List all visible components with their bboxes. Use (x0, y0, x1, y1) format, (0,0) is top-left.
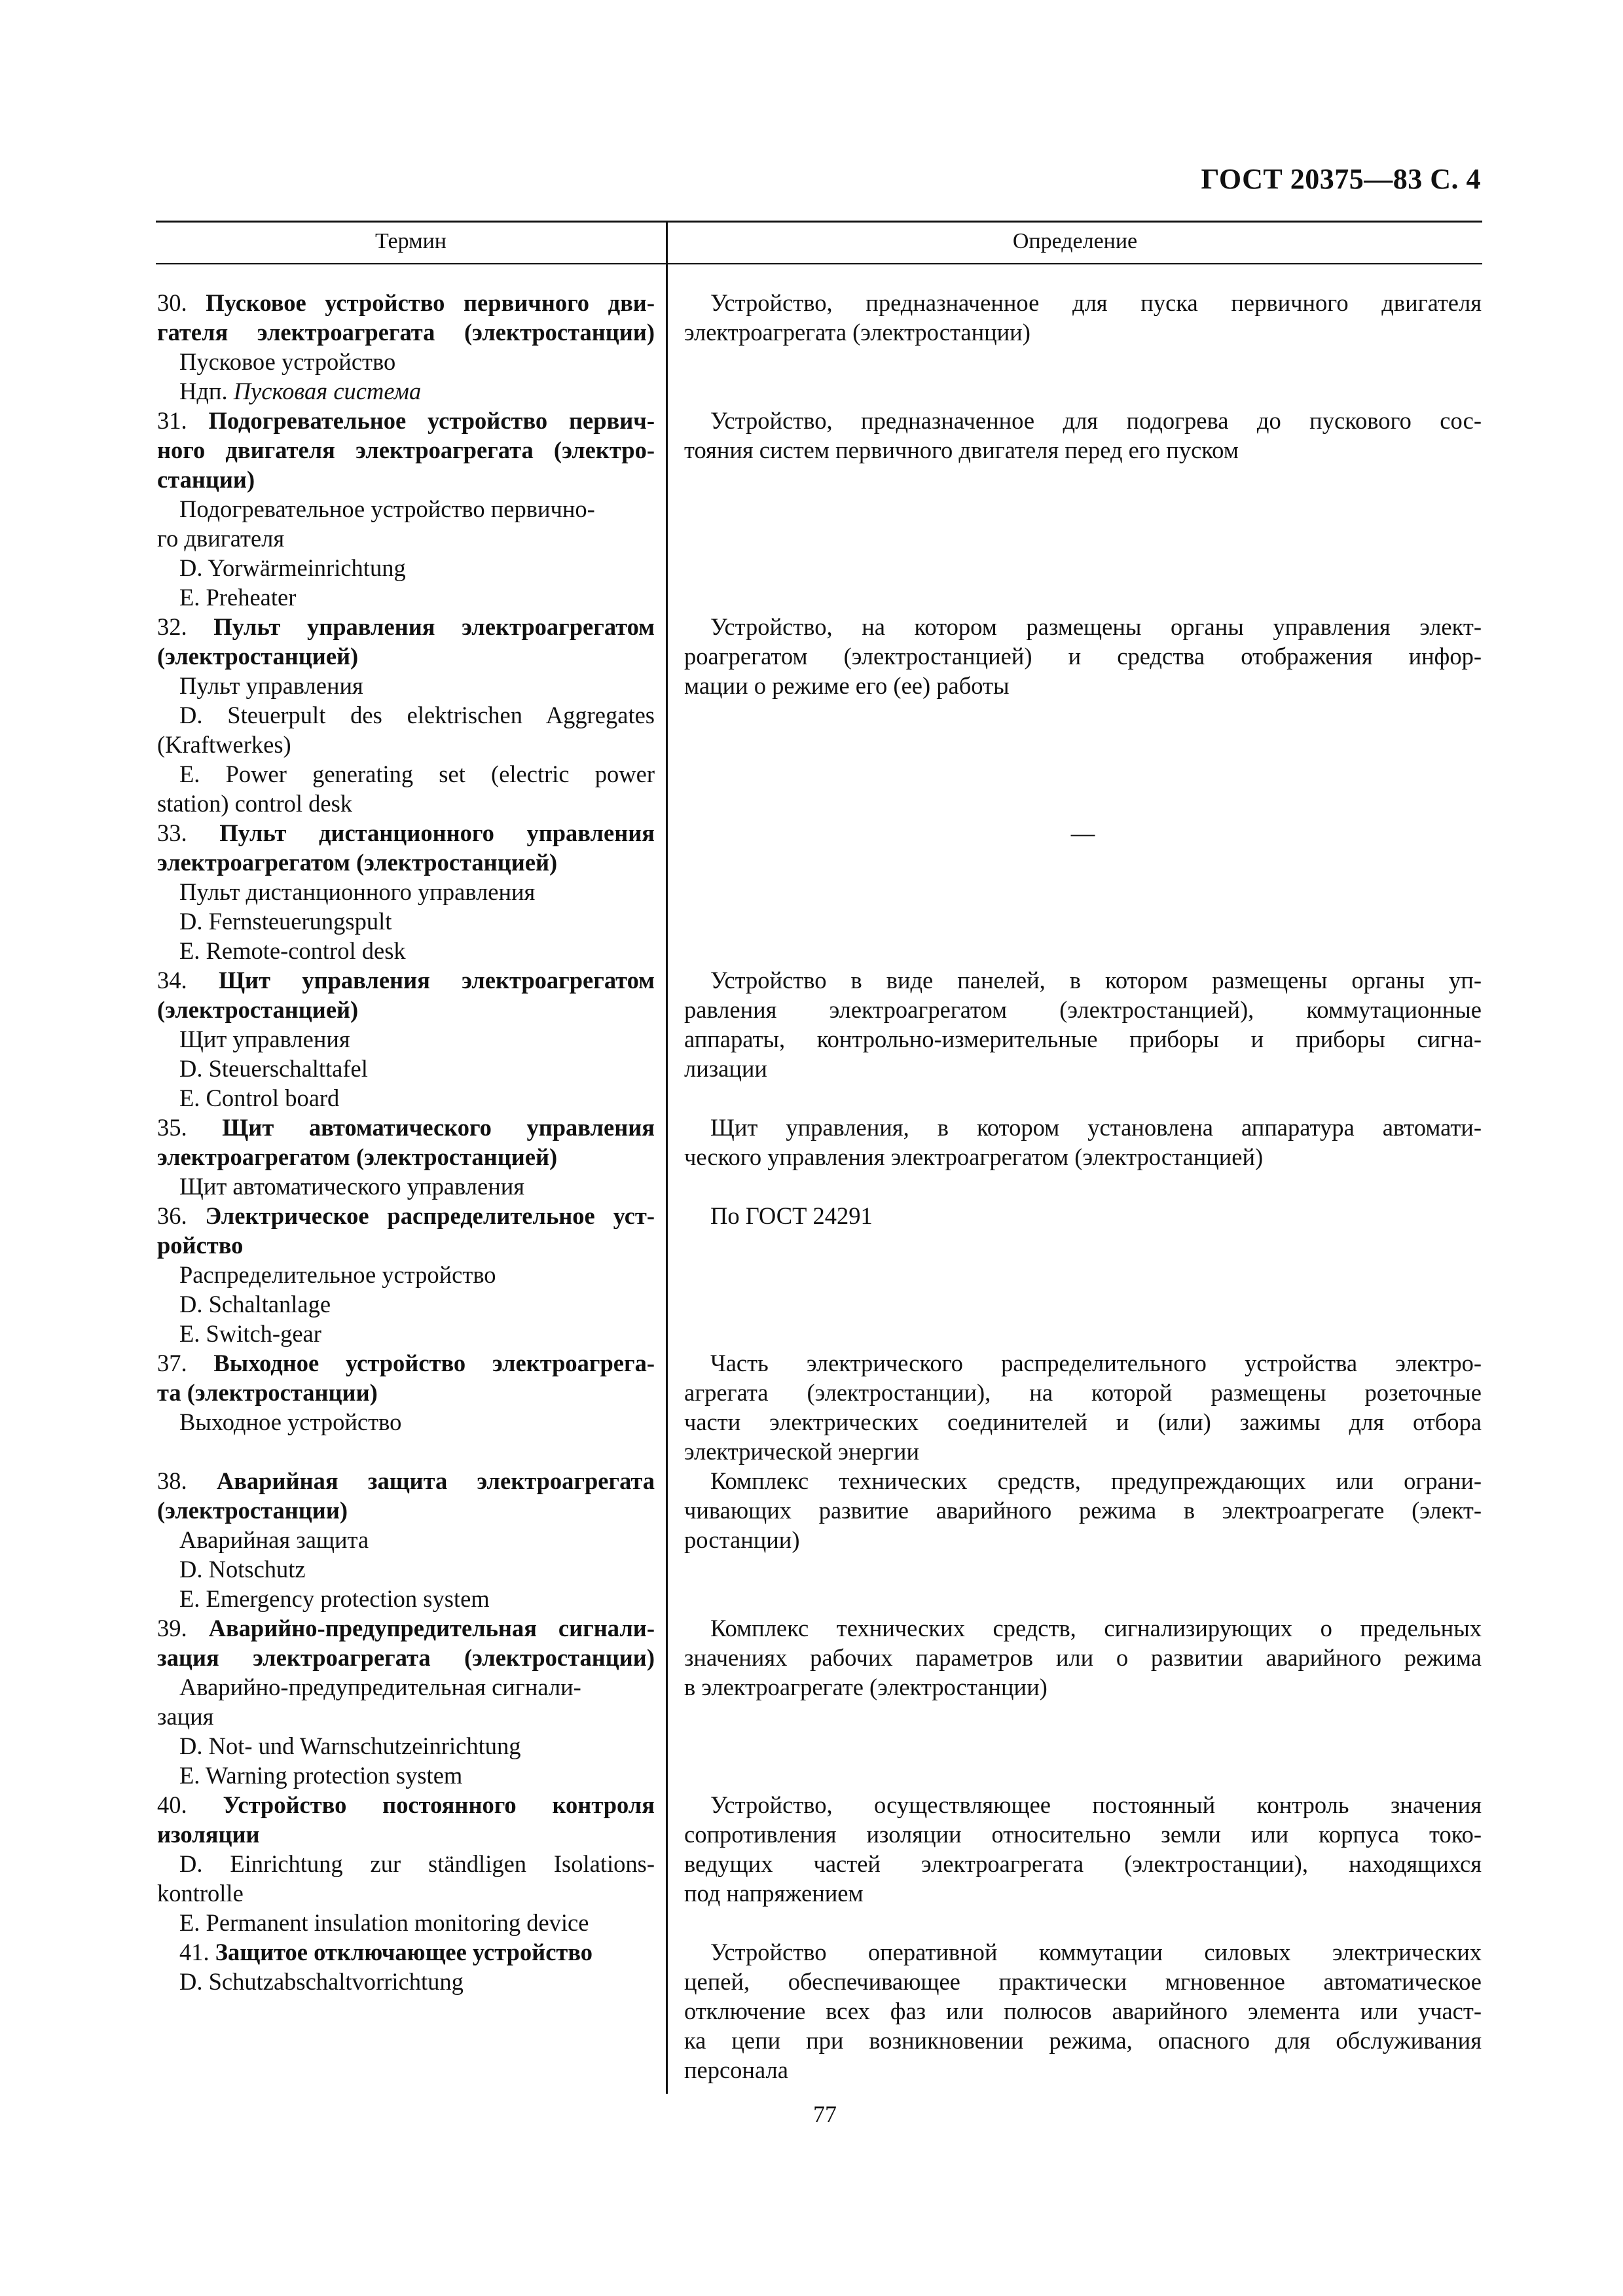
term-bold-text: зация электроагрегата (электростанции) (157, 1644, 655, 1671)
term-line (157, 1937, 655, 1967)
column-divider (666, 221, 668, 2094)
term-line (157, 1731, 655, 1761)
term-bold-text: Защитое отключающее устройство (215, 1939, 593, 1965)
term-entry (157, 1937, 655, 1996)
definition-entry (684, 1466, 1482, 1554)
column-header-term: Термин (375, 229, 447, 253)
term-bold-text: станции) (157, 466, 255, 493)
term-text: E. Emergency protection system (179, 1585, 490, 1612)
definition-entry (684, 818, 1482, 848)
term-line (157, 553, 655, 583)
term-text: D. Notschutz (179, 1556, 306, 1583)
term-line (157, 671, 655, 700)
term-text: Щит управления (179, 1026, 350, 1052)
term-text: station) control desk (157, 790, 353, 817)
definition-line: равления электроагрегатом (электростанцией), коммутационные (684, 996, 1482, 1023)
definition-entry (684, 1790, 1482, 1908)
term-bold-text: электроагрегатом (электростанцией) (157, 849, 558, 876)
term-bold-text: Аварийно-предупредительная сигнали- (208, 1615, 655, 1641)
definition-line: Устройство, на котором размещены органы управления элект- (710, 613, 1482, 640)
term-bold-text: изоляции (157, 1821, 260, 1848)
term-entry (157, 1113, 655, 1201)
term-bold-text: гателя электроагрегата (электростанции) (157, 319, 655, 346)
term-line (157, 465, 655, 494)
definition-entry (684, 288, 1482, 347)
term-line (157, 1790, 655, 1820)
term-line (157, 1554, 655, 1584)
term-line (157, 730, 655, 759)
definition-line: Устройство оперативной коммутации силовых электрических (710, 1939, 1482, 1965)
term-line (157, 1083, 655, 1113)
definition-line: По ГОСТ 24291 (710, 1202, 873, 1229)
term-line (157, 612, 655, 641)
term-text: E. Control board (179, 1085, 340, 1111)
term-entry (157, 818, 655, 965)
term-bold-text: ройство (157, 1232, 244, 1259)
definition-entry (684, 965, 1482, 1083)
term-line (157, 1378, 655, 1407)
term-bold-text: Щит управления электроагрегатом (218, 967, 655, 994)
definition-line: тояния систем первичного двигателя перед его пуском (684, 437, 1239, 463)
term-italic-text: Пусковая система (233, 378, 422, 404)
term-text: 31. (157, 407, 209, 434)
definition-line: электрической энергии (684, 1438, 919, 1465)
term-text: Пульт дистанционного управления (179, 878, 536, 905)
definition-line: аппараты, контрольно-измерительные приборы и приборы сигна- (684, 1026, 1482, 1052)
definition-line: Устройство, предназначенное для подогрева до пускового сос- (710, 407, 1482, 434)
term-bold-text: Выходное устройство электроагрега- (213, 1350, 655, 1376)
term-text: Щит автоматического управления (179, 1173, 525, 1200)
term-text: D. Yorwärmeinrichtung (179, 554, 406, 581)
term-bold-text: Щит автоматического управления (222, 1114, 655, 1141)
definition-line: электроагрегата (электростанции) (684, 319, 1030, 346)
term-text: 33. (157, 819, 220, 846)
term-text: D. Not- und Warnschutzeinrichtung (179, 1732, 521, 1759)
definition-line: части электрических соединителей и (или) зажимы для отбора (684, 1408, 1482, 1435)
term-line (157, 759, 655, 789)
term-entry (157, 965, 655, 1113)
definition-line: роагрегатом (электростанцией) и средства отображения инфор- (684, 643, 1482, 670)
term-line (157, 1702, 655, 1731)
term-line (157, 1054, 655, 1083)
definition-line: мации о режиме его (ее) работы (684, 672, 1010, 699)
term-line (157, 347, 655, 376)
term-entry (157, 1466, 655, 1613)
term-text: Подогревательное устройство первично- (179, 495, 595, 522)
term-line (157, 848, 655, 877)
term-line (157, 1348, 655, 1378)
term-line (157, 1849, 655, 1878)
term-line (157, 641, 655, 671)
term-text: Аварийная защита (179, 1526, 369, 1553)
term-line (157, 1172, 655, 1201)
term-line (157, 1908, 655, 1937)
table-header-rule (156, 263, 1482, 264)
term-line (157, 1230, 655, 1260)
definition-dash: — (1070, 819, 1095, 846)
term-text: 38. (157, 1467, 217, 1494)
term-text: 36. (157, 1202, 206, 1229)
term-line (157, 1584, 655, 1613)
definition-line: ка цепи при возникновении режима, опасного для обслуживания (684, 2027, 1482, 2054)
term-line (157, 1672, 655, 1702)
definition-line: Щит управления, в котором установлена аппаратура автомати- (710, 1114, 1482, 1141)
term-bold-text: Пульт управления электроагрегатом (213, 613, 655, 640)
term-line (157, 700, 655, 730)
definition-line: под напряжением (684, 1880, 864, 1907)
term-text: D. Steuerschalttafel (179, 1055, 368, 1082)
term-bold-text: Электрическое распределительное уст- (205, 1202, 655, 1229)
term-text: kontrolle (157, 1880, 244, 1907)
term-bold-text: Подогревательное устройство первич- (208, 407, 655, 434)
term-line (157, 1967, 655, 1996)
definition-line: чивающих развитие аварийного режима в электроагрегате (элект- (684, 1497, 1482, 1524)
term-line (157, 789, 655, 818)
term-line (157, 877, 655, 906)
term-text: 30. (157, 289, 206, 316)
term-line (157, 494, 655, 524)
term-entry (157, 1348, 655, 1437)
term-line (157, 1260, 655, 1289)
term-bold-text: Пусковое устройство первичного дви- (206, 289, 655, 316)
term-text: 41. (179, 1939, 215, 1965)
term-text: 37. (157, 1350, 214, 1376)
term-bold-text: электроагрегатом (электростанцией) (157, 1143, 558, 1170)
term-text: Пусковое устройство (179, 348, 396, 375)
term-line (157, 583, 655, 612)
definition-entry (684, 612, 1482, 700)
term-bold-text: (электростанции) (157, 1497, 348, 1524)
definition-line: цепей, обеспечивающее практически мгновенное автоматическое (684, 1968, 1482, 1995)
definition-line: в электроагрегате (электростанции) (684, 1674, 1048, 1700)
definition-entry (684, 1937, 1482, 2085)
term-line (157, 1289, 655, 1319)
term-line (157, 1496, 655, 1525)
term-entry (157, 1790, 655, 1937)
page-number: 77 (813, 2101, 837, 2127)
term-line (157, 1113, 655, 1142)
term-text: Распределительное устройство (179, 1261, 496, 1288)
term-line (157, 1201, 655, 1230)
term-line (157, 818, 655, 848)
document-header: ГОСТ 20375—83 С. 4 (1201, 163, 1481, 195)
term-line (157, 1878, 655, 1908)
term-text: (Kraftwerkes) (157, 731, 291, 758)
term-text: 40. (157, 1791, 223, 1818)
term-line (157, 524, 655, 553)
definition-entry (684, 1348, 1482, 1466)
term-line (157, 995, 655, 1024)
term-text: D. Schaltanlage (179, 1291, 331, 1318)
column-header-definition: Определение (1012, 229, 1138, 253)
term-text: Аварийно-предупредительная сигнали- (179, 1674, 581, 1700)
term-line (157, 435, 655, 465)
term-line (157, 965, 655, 995)
term-line (157, 288, 655, 317)
term-line (157, 1466, 655, 1496)
term-text: E. Permanent insulation monitoring device (179, 1909, 589, 1936)
term-line (157, 936, 655, 965)
definition-line: персонала (684, 2056, 788, 2083)
term-text: 32. (157, 613, 214, 640)
table-top-rule (156, 221, 1482, 223)
definition-line: ческого управления электроагрегатом (электростанцией) (684, 1143, 1264, 1170)
term-text: D. Schutzabschaltvorrichtung (179, 1968, 464, 1995)
term-bold-text: Аварийная защита электроагрегата (216, 1467, 655, 1494)
term-line (157, 1761, 655, 1790)
definition-line: Устройство в виде панелей, в котором размещены органы уп- (710, 967, 1482, 994)
definition-line: ведущих частей электроагрегата (электростанции), находящихся (684, 1850, 1482, 1877)
definition-line: значениях рабочих параметров или о развитии аварийного режима (684, 1644, 1482, 1671)
term-line (157, 1024, 655, 1054)
definition-line: Комплекс технических средств, предупреждающих или ограни- (710, 1467, 1482, 1494)
definition-line: отключение всех фаз или полюсов аварийного элемента или участ- (684, 1998, 1482, 2024)
term-text: Ндп. (179, 378, 234, 404)
term-entry (157, 612, 655, 818)
term-text: E. Remote-control desk (179, 937, 406, 964)
term-line (157, 1142, 655, 1172)
definition-line: агрегата (электростанции), на которой размещены розеточные (684, 1379, 1482, 1406)
term-line (157, 1820, 655, 1849)
term-bold-text: ного двигателя электроагрегата (электро- (157, 437, 655, 463)
term-text: 35. (157, 1114, 223, 1141)
term-line (157, 1643, 655, 1672)
term-bold-text: (электростанцией) (157, 996, 359, 1023)
term-entry (157, 1613, 655, 1790)
term-text: E. Power generating set (electric power (179, 761, 655, 787)
term-entry (157, 1201, 655, 1348)
term-text: го двигателя (157, 525, 285, 552)
term-text: E. Warning protection system (179, 1762, 463, 1789)
term-text: 34. (157, 967, 219, 994)
term-bold-text: Пульт дистанционного управления (219, 819, 655, 846)
term-text: D. Steuerpult des elektrischen Aggregates (179, 702, 655, 728)
term-text: D. Einrichtung zur ständligen Isolations- (179, 1850, 655, 1877)
definition-entry (684, 1113, 1482, 1172)
term-entry (157, 288, 655, 406)
definition-line: Комплекс технических средств, сигнализирующих о предельных (710, 1615, 1482, 1641)
term-line (157, 906, 655, 936)
term-line (157, 317, 655, 347)
term-bold-text: Устройство постоянного контроля (223, 1791, 655, 1818)
definition-line: Устройство, осуществляющее постоянный контроль значения (710, 1791, 1482, 1818)
term-text: E. Preheater (179, 584, 297, 611)
term-line (157, 1319, 655, 1348)
term-text: Пульт управления (179, 672, 363, 699)
term-line (157, 1525, 655, 1554)
definition-entry (684, 406, 1482, 465)
term-line (157, 1407, 655, 1437)
term-text: E. Switch-gear (179, 1320, 321, 1347)
definition-entry (684, 1613, 1482, 1702)
term-line (157, 406, 655, 435)
term-line (157, 1613, 655, 1643)
term-entry (157, 406, 655, 612)
term-text: D. Fernsteuerungspult (179, 908, 392, 935)
term-text: 39. (157, 1615, 209, 1641)
definition-entry (684, 1201, 1482, 1230)
definition-line: Устройство, предназначенное для пуска первичного двигателя (710, 289, 1482, 316)
term-line (157, 376, 655, 406)
term-bold-text: (электростанцией) (157, 643, 359, 670)
term-text: Выходное устройство (179, 1408, 402, 1435)
term-text: зация (157, 1703, 214, 1730)
term-bold-text: та (электростанции) (157, 1379, 378, 1406)
definition-line: лизации (684, 1055, 767, 1082)
definition-line: Часть электрического распределительного устройства электро- (710, 1350, 1482, 1376)
definition-line: сопротивления изоляции относительно земли или корпуса токо- (684, 1821, 1482, 1848)
definition-line: ростанции) (684, 1526, 800, 1553)
